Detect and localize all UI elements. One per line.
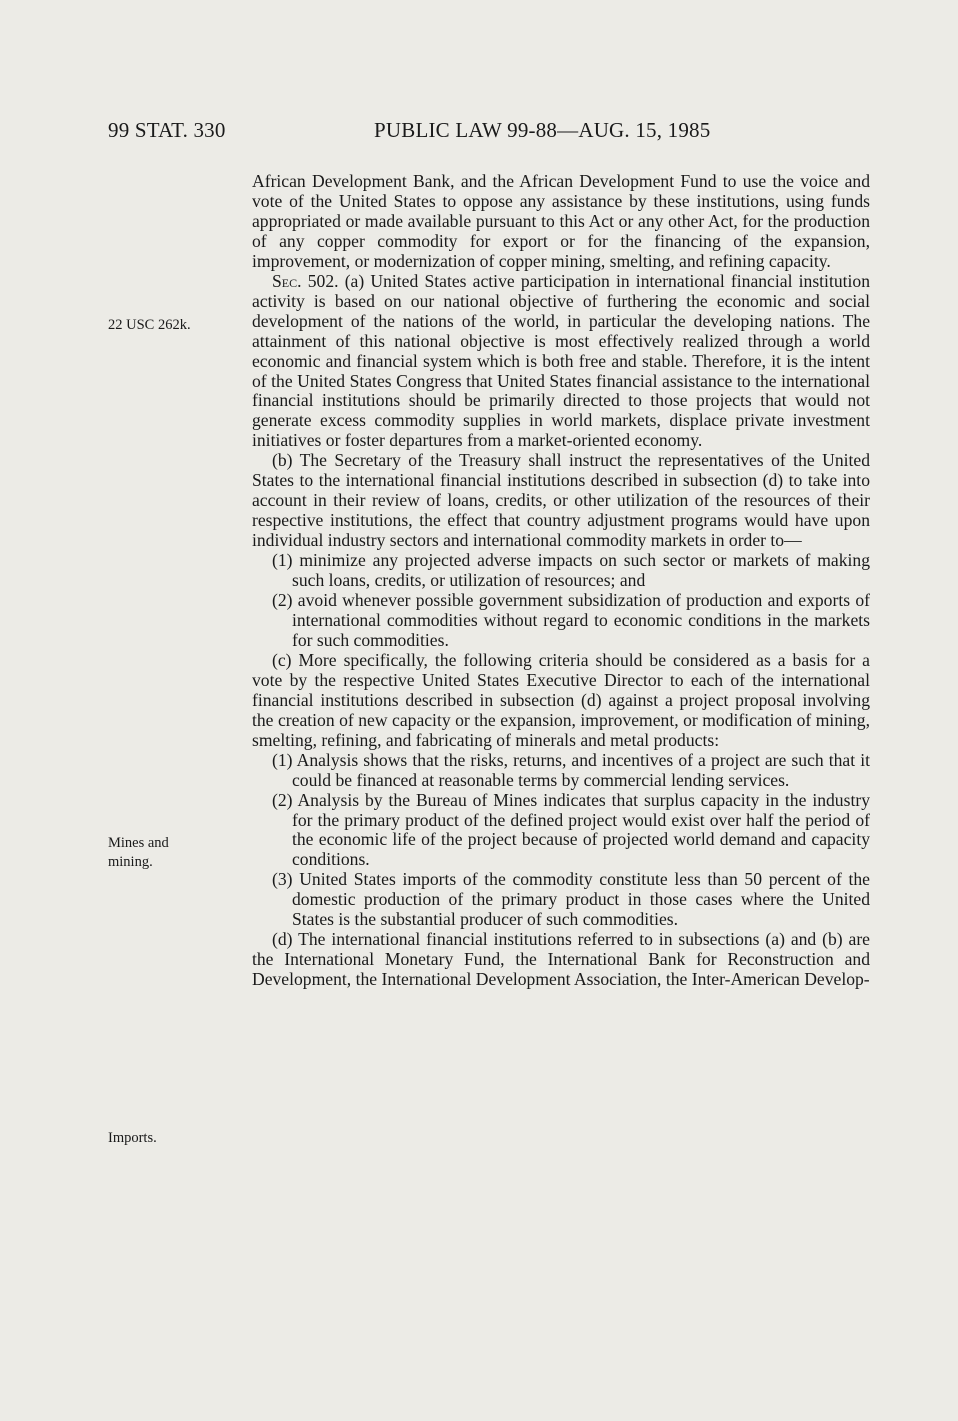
section-502-c-1: (1) Analysis shows that the risks, returns, and incentives of a project are such that it could be financed at reasonable terms by commercial lending services. (272, 749, 870, 790)
section-502-c-3: (3) United States imports of the commodity constitute less than 50 percent of the domestic production of the primary product in those cases where the United States is the substantial producer of such commodities. (272, 869, 870, 930)
margin-note-imports: Imports. (108, 1130, 157, 1146)
body-text (252, 172, 870, 990)
section-502-a (252, 272, 870, 452)
paragraph-continuation: African Development Bank, and the African Development Fund to use the voice and vote of the United States to oppose any assistance by these institutions, using funds appropriated or made available pursuant to this Act or any other Act, for the production of any copper commodity for export or for the financing of the expansion, improvement, or modernization of copper mining, smelting, and refining capacity. (252, 171, 870, 271)
law-title: PUBLIC LAW 99-88—AUG. 15, 1985 (374, 118, 711, 142)
section-label: Sec. (272, 270, 302, 291)
section-502-b: (b) The Secretary of the Treasury shall instruct the representatives of the United States to the international financial institutions described in subsection (d) to take into account in their review of loans, credits, or other utilization of the resources of their respective institutions, the effect that country adjustment programs would have upon individual industry sectors and international commodity markets in order to— (252, 450, 870, 551)
section-502-c-2: (2) Analysis by the Bureau of Mines indicates that surplus capacity in the industry for the primary product of the defined project would exist over half the period of the economic life of the project because of projected world demand and capacity conditions. (272, 789, 870, 870)
section-502-d: (d) The international financial institutions referred to in subsections (a) and (b) are the International Monetary Fund, the International Bank for Reconstruction and Development, the International Development Association, the Inter-American Develop- (252, 929, 870, 990)
page-header (108, 118, 868, 152)
section-502-a-text: 502. (a) United States active participation in international financial institution activity is based on our national objective of furthering the economic and social development of the nations of the world, in particular the developing nations. The attainment of this national objective is most effectively realized through a world economic and financial system which is both free and stable. Therefore, it is the intent of the United States Congress that United States financial assistance to the international financial institutions should be primarily directed to those projects that would not generate excess commodity supplies in world markets, displace private investment initiatives or foster departures from a market-oriented economy. (252, 270, 870, 451)
margin-note-usc: 22 USC 262k. (108, 317, 191, 333)
section-502-b-2: (2) avoid whenever possible government subsidization of production and exports of international commodities without regard to economic conditions in the markets for such commodities. (272, 590, 870, 650)
statute-page-number: 99 STAT. 330 (108, 118, 226, 142)
section-502-b-1: (1) minimize any projected adverse impacts on such sector or markets of making such loans, credits, or utilization of resources; and (272, 550, 870, 591)
section-502-c: (c) More specifically, the following criteria should be considered as a basis for a vote by the respective United States Executive Director to each of the international financial institutions described in subsection (d) against a project proposal involving the creation of new capacity or the expansion, improvement, or modification of mining, smelting, refining, and fabricating of minerals and metal products: (252, 649, 870, 750)
margin-note-mines: Mines and mining. (108, 835, 169, 870)
